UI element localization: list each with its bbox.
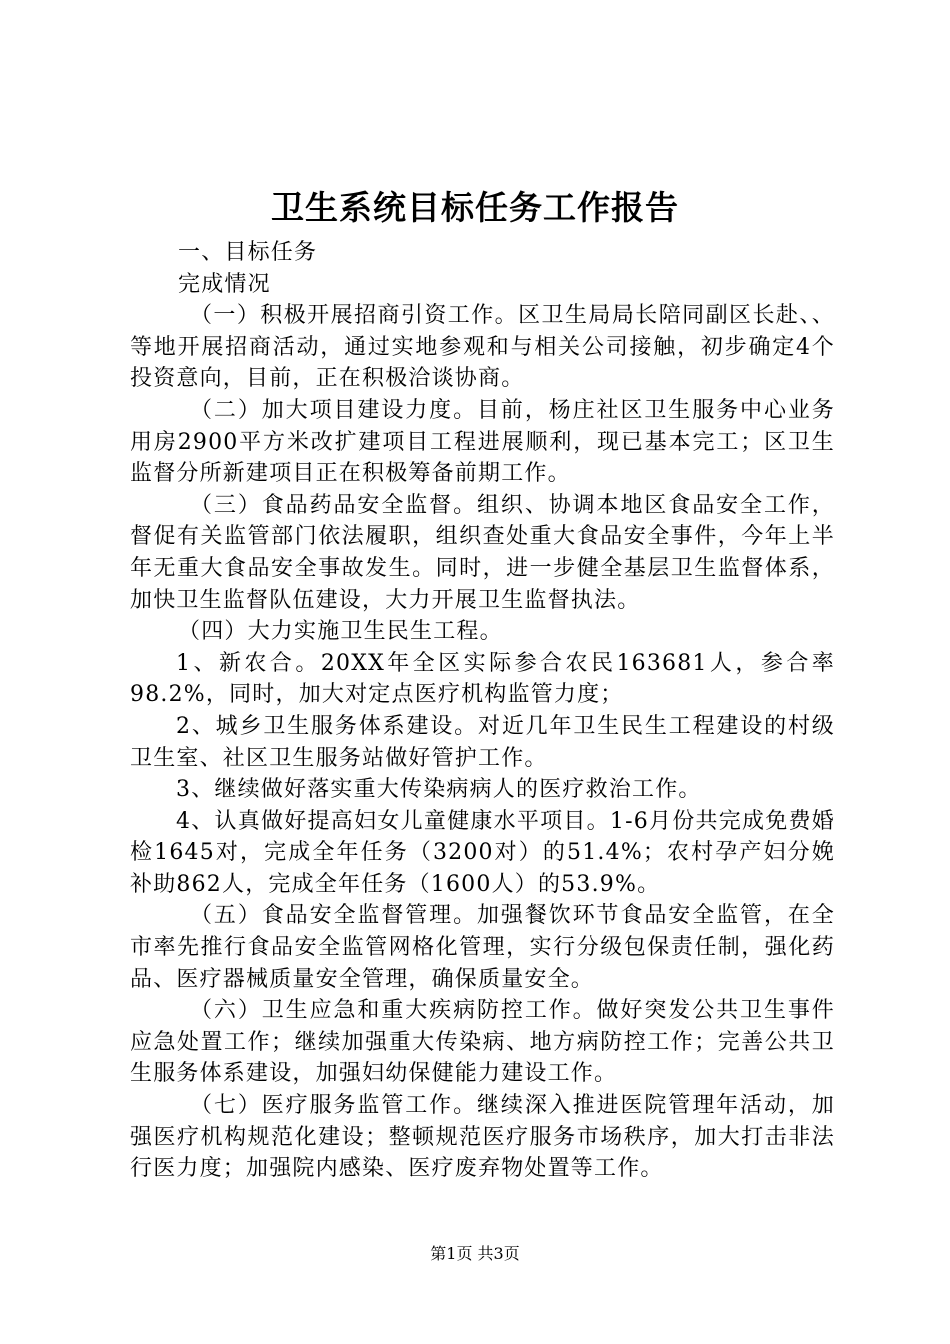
heading-livelihood: （四）大力实施卫生民生工程。 — [178, 619, 503, 645]
paragraph-investment: （一）积极开展招商引资工作。区卫生局局长陪同副区长赴、、等地开展招商活动，通过实地参观和与相关公司接触，初步确定4个投资意向，目前，正在积极洽谈协商。 — [130, 303, 835, 392]
document-body — [130, 237, 835, 1185]
page-footer: 第1页 共3页 — [430, 1244, 520, 1263]
paragraph-projects: （二）加大项目建设力度。目前，杨庄社区卫生服务中心业务用房2900平方米改扩建项目工程进展顺利，现已基本完工；区卫生监督分所新建项目正在积极筹备前期工作。 — [130, 397, 835, 487]
paragraph-medical-service: （七）医疗服务监管工作。继续深入推进医院管理年活动，加强医疗机构规范化建设；整顿规范医疗服务市场秩序，加大打击非法行医力度；加强院内感染、医疗废弃物处置等工作。 — [130, 1093, 835, 1182]
paragraph-item-4: 4、认真做好提高妇女儿童健康水平项目。1-6月份共完成免费婚检1645对，完成全年任务（3200对）的51.4%；农村孕产妇分娩补助862人，完成全年任务（1600人）的53.9%。 — [130, 808, 835, 897]
heading-completion: 完成情况 — [178, 271, 271, 297]
heading-goals: 一、目标任务 — [178, 240, 318, 265]
paragraph-food-drug-safety: （三）食品药品安全监督。组织、协调本地区食品安全工作，督促有关监管部门依法履职，组织查处重大食品安全事件，今年上半年无重大食品安全事故发生。同时，进一步健全基层卫生监督体系，加快卫生监督队伍建设，大力开展卫生监督执法。 — [130, 492, 835, 613]
paragraph-emergency: （六）卫生应急和重大疾病防控工作。做好突发公共卫生事件应急处置工作；继续加强重大传染病、地方病防控工作；完善公共卫生服务体系建设，加强妇幼保健能力建设工作。 — [130, 998, 835, 1087]
paragraph-item-2: 2、城乡卫生服务体系建设。对近几年卫生民生工程建设的村级卫生室、社区卫生服务站做好管护工作。 — [130, 713, 835, 771]
paragraph-food-supervision: （五）食品安全监督管理。加强餐饮环节食品安全监管，在全市率先推行食品安全监管网格化管理，实行分级包保责任制，强化药品、医疗器械质量安全管理，确保质量安全。 — [130, 903, 835, 992]
paragraph-item-3: 3、继续做好落实重大传染病病人的医疗救治工作。 — [176, 777, 702, 803]
paragraph-item-1: 1、新农合。20XX年全区实际参合农民163681人，参合率98.2%，同时，加大对定点医疗机构监管力度； — [130, 650, 835, 708]
document-title: 卫生系统目标任务工作报告 — [271, 188, 679, 227]
